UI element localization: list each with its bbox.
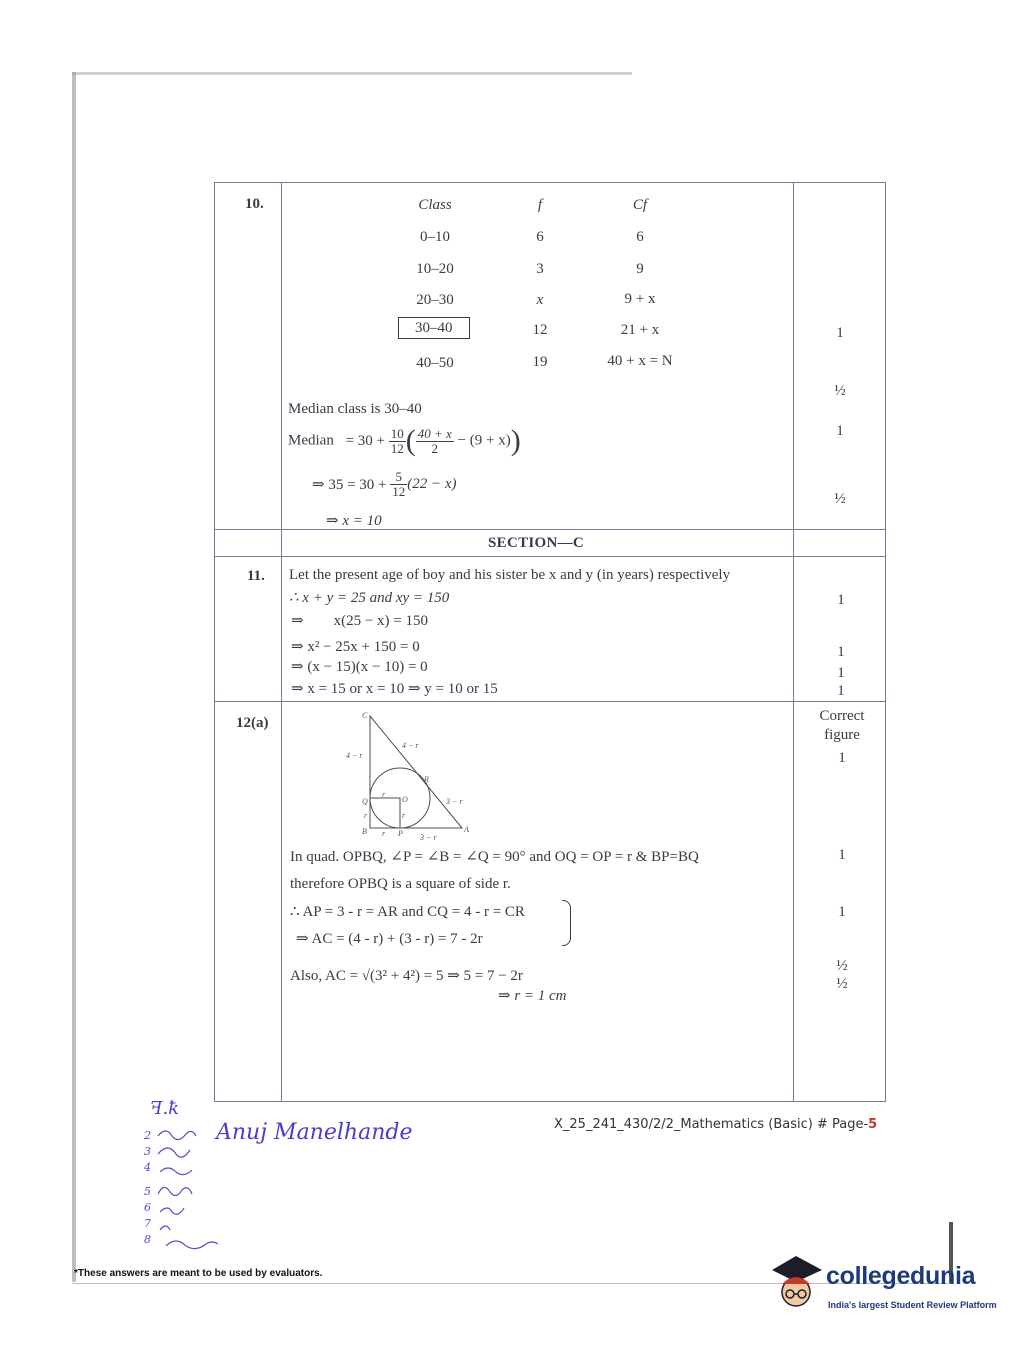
row-divider	[214, 529, 886, 530]
formula-prefix: = 30 +	[345, 432, 385, 449]
f-cell: 6	[536, 229, 544, 245]
answer-line: therefore OPBQ is a square of side r.	[290, 876, 511, 892]
numerator: 40 + x	[417, 425, 452, 441]
brace	[562, 900, 571, 946]
mark: ½	[834, 491, 846, 507]
row-divider	[214, 556, 886, 557]
formula-tail: − (9 + x)	[457, 432, 511, 449]
evaluator-number: 2	[144, 1129, 151, 1142]
label-cq: 4 − r	[346, 751, 363, 760]
class-cell: 10–20	[416, 261, 454, 277]
denominator: 12	[392, 484, 406, 499]
mark: 1	[837, 665, 845, 681]
answer-line: Let the present age of boy and his sister be x and y (in years) respectively	[289, 567, 731, 583]
f-cell: 3	[536, 261, 544, 277]
class-cell: 40–50	[416, 355, 454, 371]
mark: ½	[834, 383, 846, 399]
label-q: Q	[362, 797, 368, 806]
scan-edge	[72, 72, 632, 75]
evaluator-number: 5	[144, 1185, 151, 1198]
evaluator-name: Anuj Manelhande	[216, 1120, 413, 1145]
evaluator-number-list	[144, 1128, 151, 1248]
mark: 1	[836, 325, 844, 341]
cf-cell: 21 + x	[620, 322, 660, 338]
equation-tail: (22 − x)	[407, 476, 457, 492]
answer-line: ∴ AP = 3 - r = AR and CQ = 4 - r = CR	[290, 904, 525, 920]
scan-edge	[72, 72, 76, 1282]
answer-line: ⇒ x(25 − x) = 150	[291, 613, 428, 629]
page-footer-code	[554, 1117, 877, 1132]
answer-line: In quad. OPBQ, ∠P = ∠B = ∠Q = 90° and OQ = OP = r & BP=BQ	[290, 849, 699, 865]
mark: 1	[837, 592, 845, 608]
cf-cell: 9 + x	[624, 291, 656, 307]
question-number: 11.	[247, 568, 265, 584]
answer-line: ⇒ r = 1 cm	[498, 988, 567, 1004]
label-r: R	[424, 775, 429, 784]
denominator: 12	[390, 440, 404, 456]
brand-logo: collegedunia	[826, 1262, 976, 1290]
mark: 1	[837, 644, 845, 660]
question-number: 10.	[245, 196, 264, 212]
label-a: A	[464, 825, 469, 834]
label-cr: 4 − r	[402, 741, 419, 750]
median-class-text: Median class is 30–40	[288, 401, 422, 417]
paper-code: X_25_241_430/2/2_Mathematics (Basic) # Page-	[554, 1117, 869, 1132]
answer-line: ⇒ x² − 25x + 150 = 0	[291, 639, 420, 655]
answer-line: Also, AC = √(3² + 4²) = 5 ⇒ 5 = 7 − 2r	[290, 968, 523, 984]
mark-label: Correct	[819, 708, 865, 724]
label-ar: 3 − r	[446, 797, 463, 806]
numerator: 5	[390, 470, 407, 485]
fraction	[389, 427, 406, 456]
f-cell: 12	[532, 322, 548, 338]
evaluator-number: 7	[144, 1217, 151, 1230]
cf-cell: 6	[636, 229, 644, 245]
equation-step	[312, 470, 457, 499]
label-ap: 3 − r	[420, 833, 437, 842]
fraction	[390, 470, 407, 499]
label-radius: r	[402, 811, 406, 820]
evaluator-number: 4	[144, 1161, 151, 1174]
cf-cell: 40 + x = N	[607, 353, 673, 369]
question-number: 12(a)	[236, 715, 269, 731]
brand-tagline: India's largest Student Review Platform	[828, 1300, 997, 1310]
label-c: C	[362, 711, 368, 720]
answer-line: ⇒ (x − 15)(x − 10) = 0	[291, 659, 428, 675]
mark: ½	[836, 976, 848, 992]
row-divider	[214, 701, 886, 702]
mark: 1	[837, 683, 845, 699]
page-number: 5	[868, 1117, 878, 1132]
fraction	[416, 427, 454, 456]
evaluator-number: 3	[144, 1145, 151, 1158]
label-b: B	[362, 827, 367, 836]
section-heading: SECTION—C	[488, 535, 585, 551]
table-header-cf: Cf	[632, 197, 648, 213]
f-cell: 19	[532, 354, 548, 370]
numerator: 10	[390, 425, 404, 441]
paren: )	[510, 424, 521, 457]
triangle-acb	[370, 716, 462, 828]
answer-line: ∴ x + y = 25 and xy = 150	[289, 590, 450, 606]
column-divider	[281, 182, 282, 1102]
median-label: Median	[288, 432, 334, 449]
answer-line: ⇒ x = 15 or x = 10 ⇒ y = 10 or 15	[291, 681, 498, 697]
mark-label: figure	[824, 727, 860, 743]
label-radius: r	[382, 829, 386, 838]
mark: 1	[836, 423, 844, 439]
median-formula	[288, 424, 521, 458]
equation-prefix: ⇒ 35 = 30 +	[312, 477, 387, 493]
mark: ½	[836, 958, 848, 974]
triangle-incircle-figure	[340, 708, 480, 843]
collegedunia-logo-icon	[766, 1252, 826, 1314]
evaluator-initials	[156, 1122, 226, 1252]
evaluator-number: 6	[144, 1201, 151, 1214]
signature: ꟻ.ꝁ	[150, 1098, 180, 1119]
equation-result: ⇒ x = 10	[326, 513, 382, 529]
label-radius: r	[382, 790, 386, 799]
class-cell: 0–10	[420, 229, 450, 245]
label-p: P	[398, 829, 403, 838]
median-class-cell	[398, 320, 468, 337]
denominator: 2	[431, 440, 439, 456]
label-o: O	[402, 795, 408, 804]
mark: 1	[838, 904, 846, 920]
evaluator-footnote: *These answers are meant to be used by evaluators.	[74, 1268, 323, 1279]
class-cell: 20–30	[416, 292, 454, 308]
label-radius: r	[364, 811, 368, 820]
evaluator-number: 8	[144, 1233, 151, 1246]
cf-cell: 9	[636, 261, 644, 277]
mark: 1	[838, 750, 846, 766]
table-header-class: Class	[418, 197, 452, 213]
median-class-box: 30–40	[398, 317, 470, 339]
mark: 1	[838, 847, 846, 863]
answer-line: ⇒ AC = (4 - r) + (3 - r) = 7 - 2r	[296, 931, 483, 947]
paren: (	[405, 424, 416, 457]
column-divider	[793, 182, 794, 1102]
table-header-f: f	[537, 197, 543, 213]
f-cell: x	[536, 292, 544, 308]
